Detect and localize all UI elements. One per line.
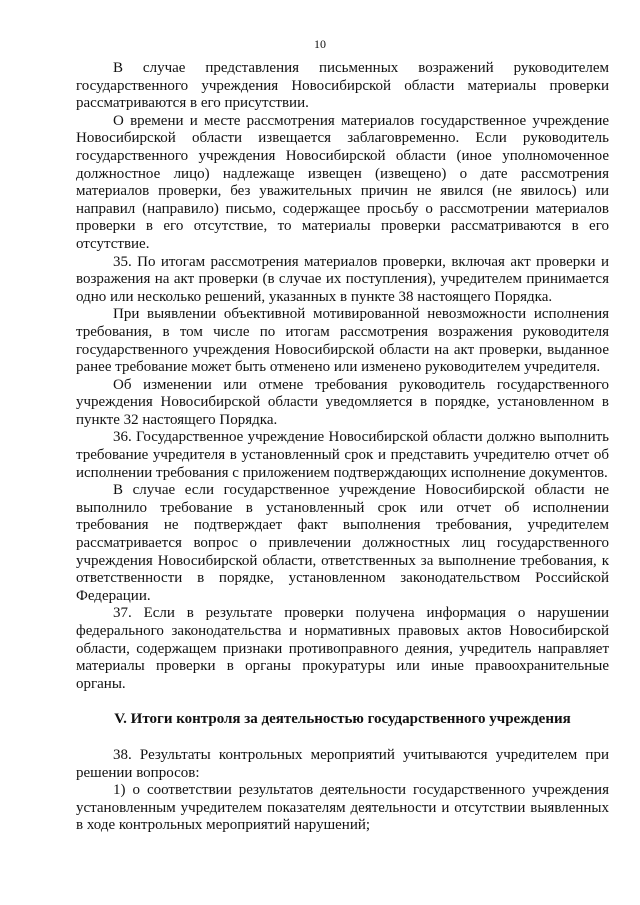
paragraph-objections-presence: В случае представления письменных возражений руководителем государственного учреждения Новосибирской области материалы проверки рассматриваются в его присутствии. <box>76 60 609 112</box>
paragraph-item-36: 36. Государственное учреждение Новосибирской области должно выполнить требование учредителя в установленный срок и представить учредителю отчет об исполнении требования с приложением подтверждающих исполнение документов. <box>76 429 609 481</box>
page-number: 10 <box>314 37 326 51</box>
paragraph-notification-time-place: О времени и месте рассмотрения материалов государственное учреждение Новосибирской области извещается заблаговременно. Если руководитель государственного учреждения Новосибирской области (иное уполномоченное должностное лицо) надлежаще извещен (извещено) о дате рассмотрения материалов проверки, без уважительных причин не явился (не явилось) или направил (направило) письмо, содержащее просьбу о рассмотрении материалов проверки в его отсутствие, то материалы проверки рассматриваются в его отсутствие. <box>76 112 609 252</box>
paragraph-non-fulfillment: В случае если государственное учреждение Новосибирской области не выполнило требование в установленный срок или отчет об исполнении требования не подтверждает факт выполнения требования, учредителем рассматривается вопрос о привлечении должностных лиц государственного учреждения Новосибирской области, ответственных за выполнение требования, к ответственности в порядке, установленном законодательством Российской Федерации. <box>76 482 609 604</box>
paragraph-requirement-change-notice: Об изменении или отмене требования руководитель государственного учреждения Новосибирской области уведомляется в порядке, установленном в пункте 32 настоящего Порядка. <box>76 376 609 428</box>
paragraph-item-38: 38. Результаты контрольных мероприятий учитываются учредителем при решении вопросов: <box>76 746 609 781</box>
paragraph-item-37: 37. Если в результате проверки получена информация о нарушении федерального законодательства и нормативных правовых актов Новосибирской области, содержащем признаки противоправного деяния, учредитель направляет материалы проверки в органы прокуратуры или иные правоохранительные органы. <box>76 605 609 692</box>
section-heading: V. Итоги контроля за деятельностью государственного учреждения <box>114 711 571 728</box>
paragraph-requirement-cancellation: При выявлении объективной мотивированной невозможности исполнения требования, в том числе по итогам рассмотрения возражения руководителя государственного учреждения Новосибирской области на акт проверки, выданное ранее требование может быть отменено или изменено руководителем учредителя. <box>76 306 609 376</box>
paragraph-item-38-subitem-1: 1) о соответствии результатов деятельности государственного учреждения установленным учредителем показателям деятельности и отсутствии выявленных в ходе контрольных мероприятий нарушений; <box>76 782 609 834</box>
document-body <box>76 60 609 835</box>
paragraph-item-35: 35. По итогам рассмотрения материалов проверки, включая акт проверки и возражения на акт проверки (в случае их поступления), учредителем принимается одно или несколько решений, указанных в пункте 38 настоящего Порядка. <box>76 253 609 305</box>
